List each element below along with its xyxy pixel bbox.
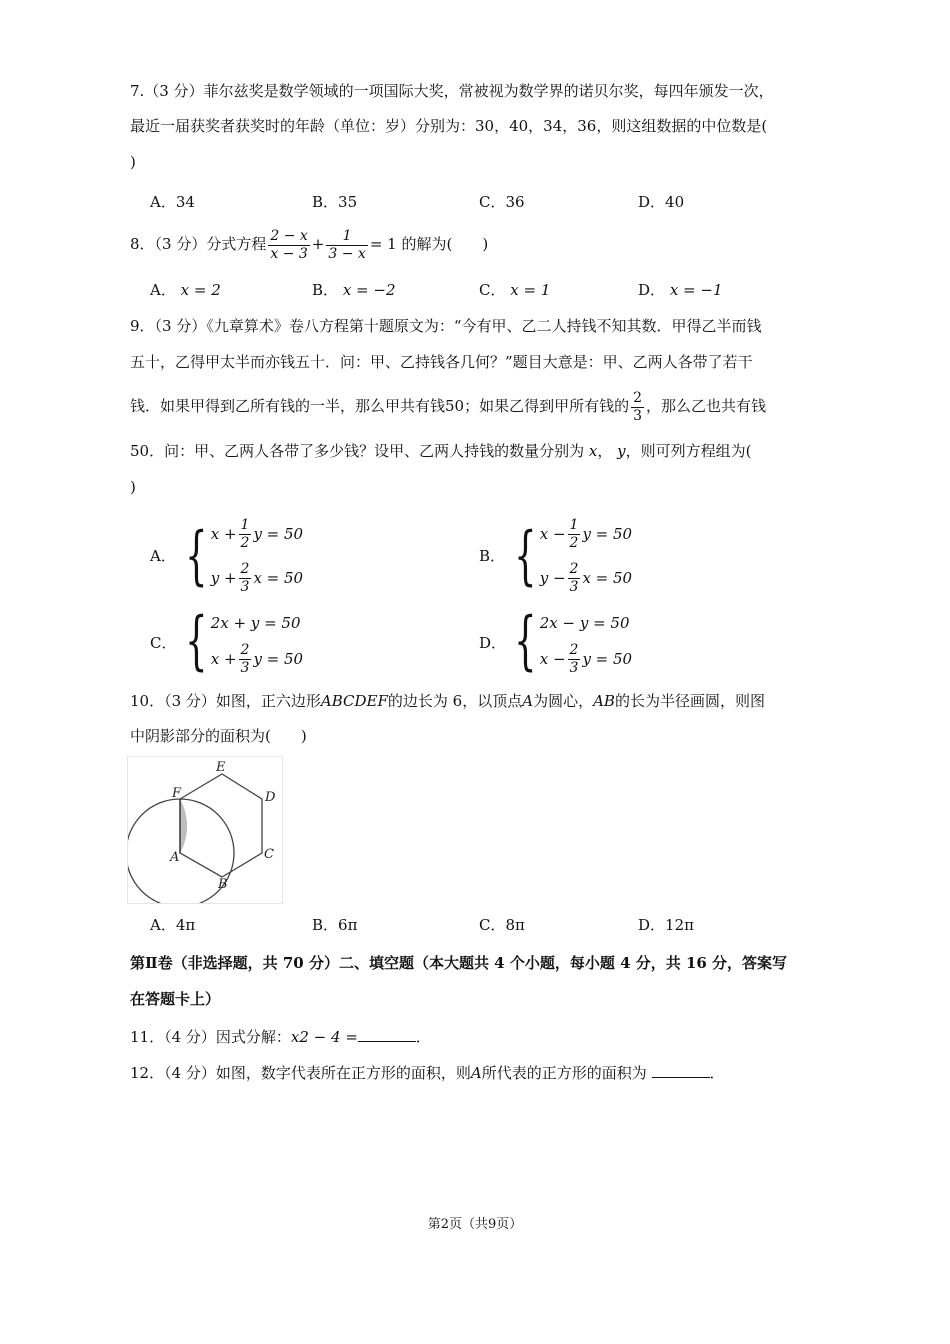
q9-line-2: 五十，乙得甲太半而亦钱五十．问：甲、乙持钱各几何？”题目大意是：甲、乙两人各带了若干 (130, 353, 753, 371)
q9-line-5: ) (130, 478, 136, 496)
label-d: D (265, 790, 276, 805)
q9-line-4: 50．问：甲、乙两人各带了多少钱？设甲、乙两人持钱的数量分别为 x， y，则可列方程组为( (130, 442, 752, 460)
q8-f1-denominator: x − 3 (270, 245, 308, 262)
q10-option-c: C．8π (479, 916, 525, 934)
q10-option-b: B．6π (312, 916, 358, 934)
q10-option-a: A．4π (150, 916, 196, 934)
label-b: B (218, 877, 228, 892)
q8-f2-numerator: 1 (326, 228, 367, 246)
q10-line-1: 10．（3 分）如图，正六边形ABCDEF的边长为 6，以顶点A为圆心，AB的长为半径画圆，则图 (130, 692, 765, 710)
hexagon-circle-figure (127, 756, 283, 904)
q7-line-3: ) (130, 153, 136, 171)
q7-option-c: C．36 (479, 193, 525, 211)
q9-option-a-system: { x + $\frac{1}{2}$ y = 50 y + $\frac{2}{3}$ x = 50 (185, 516, 304, 595)
q7-line-1: 7.（3 分）菲尔兹奖是数学领域的一项国际大奖，常被视为数学界的诺贝尔奖，每四年颁发一次， (130, 82, 774, 100)
label-c: C (264, 847, 274, 862)
q7-option-a: A．34 (150, 193, 195, 211)
q8-f2-denominator: 3 − x (328, 245, 366, 262)
label-f: F (172, 786, 182, 801)
q9-option-b-system: { x − $\frac{1}{2}$ y = 50 y − $\frac{2}{3}$ x = 50 (514, 516, 633, 595)
brace-icon: { (185, 604, 208, 678)
q8-fraction-1 (268, 228, 309, 263)
q10-option-d: D．12π (638, 916, 694, 934)
q9-option-c-label: C． (150, 634, 177, 652)
q8-option-a: A． x = 2 (150, 281, 221, 299)
q8-option-d: D． x = −1 (638, 281, 723, 299)
q8-option-c: C． x = 1 (479, 281, 551, 299)
brace-icon: { (185, 519, 208, 593)
q12: 12．（4 分）如图，数字代表所在正方形的面积，则A所代表的正方形的面积为 ． (130, 1064, 725, 1082)
shaded-region (180, 799, 187, 853)
q8-plus: + (311, 235, 325, 253)
q8-f1-numerator: 2 − x (270, 227, 308, 244)
label-a: A (170, 850, 180, 865)
q10-line-2: 中阴影部分的面积为( ) (130, 727, 307, 745)
q9-option-b-label: B． (479, 547, 506, 565)
hexagon-diagram (128, 757, 282, 903)
q9-option-d-system: { 2x − y = 50 x − $\frac{2}{3}$ y = 50 (514, 604, 633, 678)
section-header-line-1: 第Ⅱ卷（非选择题，共 70 分）二、填空题（本大题共 4 个小题，每小题 4 分，共 16 分，答案写 (130, 954, 788, 972)
q8-fraction-2 (326, 228, 367, 263)
brace-icon: { (514, 519, 537, 593)
q9-line-3: 钱．如果甲得到乙所有钱的一半，那么甲共有钱50；如果乙得到甲所有钱的 $\frac{2}{3}$ ，那么乙也共有钱 (130, 389, 767, 424)
q11: 11．（4 分）因式分解：x2 − 4 = ． (130, 1028, 431, 1046)
brace-icon: { (514, 604, 537, 678)
answer-blank (358, 1027, 416, 1042)
q9-option-a-label: A． (150, 547, 176, 565)
q9-fraction: $\frac{2}{3}$ (633, 389, 643, 424)
q8-prefix: 8．（3 分）分式方程 (130, 235, 267, 253)
q8-stem (130, 224, 488, 264)
answer-blank (652, 1063, 710, 1078)
q7-option-d: D．40 (638, 193, 685, 211)
hexagon-shape (180, 774, 262, 877)
q9-line-1: 9．（3 分）《九章算术》卷八方程第十题原文为：“今有甲、乙二人持钱不知其数．甲得乙半而钱 (130, 317, 762, 335)
q9-option-d-label: D． (479, 634, 507, 652)
section-header-line-2: 在答题卡上） (130, 990, 221, 1008)
q7-line-2: 最近一届获奖者获奖时的年龄（单位：岁）分别为：30，40，34，36，则这组数据的中位数是( (130, 117, 768, 135)
label-e: E (216, 760, 226, 775)
q8-suffix: = 1 的解为( ) (369, 235, 489, 253)
q8-option-b: B． x = −2 (312, 281, 396, 299)
q9-option-c-system: { 2x + y = 50 x + $\frac{2}{3}$ y = 50 (185, 604, 304, 678)
page-footer: 第2页（共9页） (427, 1217, 523, 1232)
q7-option-b: B．35 (312, 193, 358, 211)
